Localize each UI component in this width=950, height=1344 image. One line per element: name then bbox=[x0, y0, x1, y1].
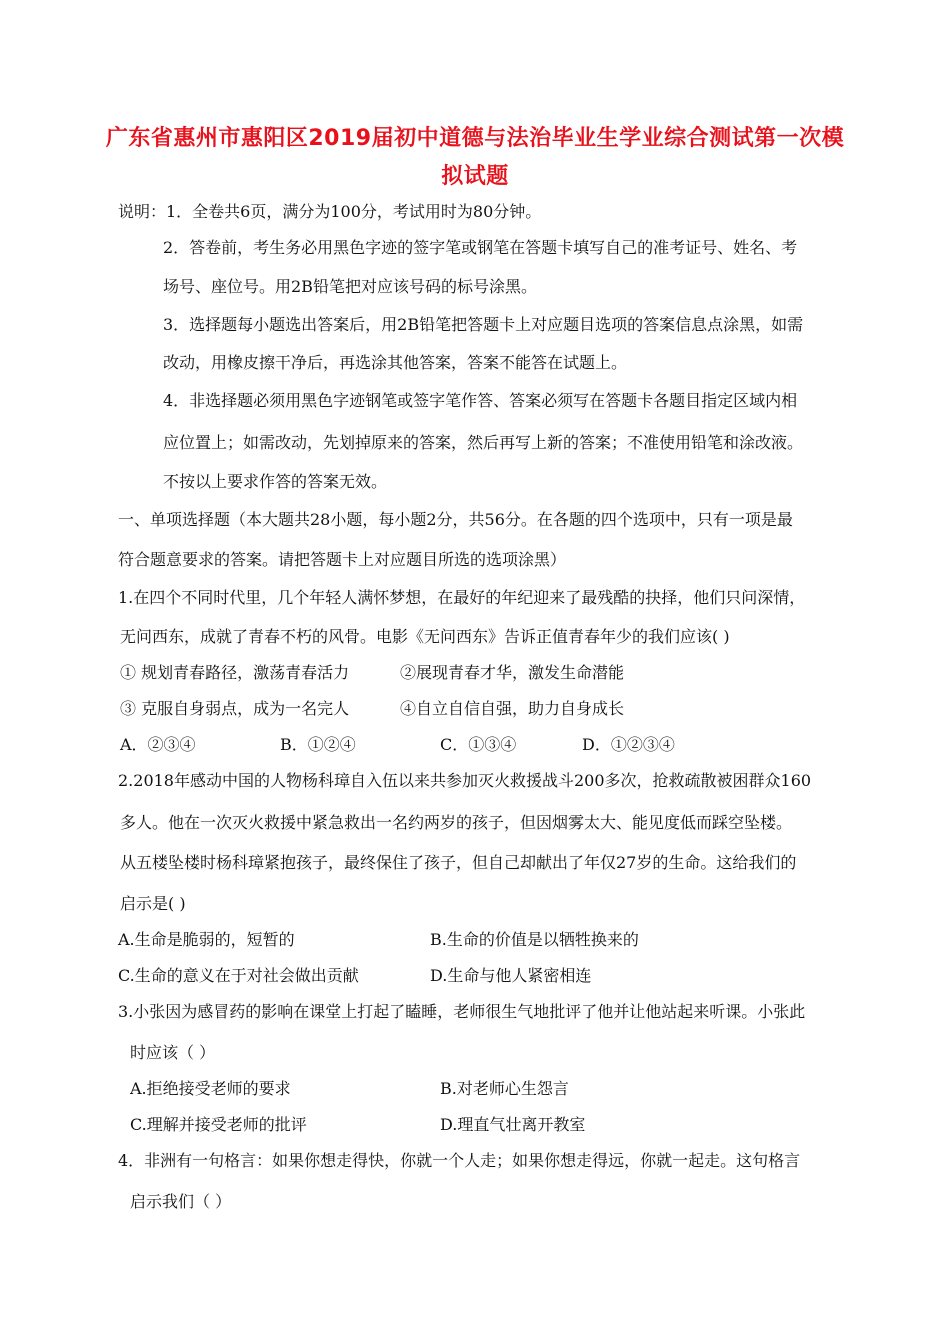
section-heading-line-1: 一、单项选择题（本大题共28小题，每小题2分，共56分。在各题的四个选项中，只有一项是最 bbox=[118, 510, 793, 529]
question-3-option-c: C.理解并接受老师的批评 bbox=[130, 1115, 307, 1134]
instruction-1: 说明：1．全卷共6页，满分为100分，考试用时为80分钟。 bbox=[118, 202, 542, 221]
question-3-stem-line-1: 3.小张因为感冒药的影响在课堂上打起了瞌睡，老师很生气地批评了他并让他站起来听课。小张此 bbox=[118, 1002, 806, 1021]
question-3-stem-line-2: 时应该（ ） bbox=[130, 1043, 216, 1062]
question-1-statement-1: ① 规划青春路径，激荡青春活力 bbox=[120, 663, 350, 682]
question-1-option-a: A．②③④ bbox=[120, 735, 196, 754]
question-3-option-d: D.理直气壮离开教室 bbox=[440, 1115, 586, 1134]
instruction-4-line-2: 应位置上；如需改动，先划掉原来的答案，然后再写上新的答案；不准使用铅笔和涂改液。 bbox=[163, 433, 804, 452]
question-2-stem-line-1: 2.2018年感动中国的人物杨科璋自入伍以来共参加灭火救援战斗200多次，抢救疏散被困群众160 bbox=[118, 771, 812, 790]
instruction-4-line-3: 不按以上要求作答的答案无效。 bbox=[163, 472, 388, 491]
section-heading-line-2: 符合题意要求的答案。请把答题卡上对应题目所选的选项涂黑） bbox=[118, 550, 567, 569]
exam-title-line-1: 广东省惠州市惠阳区2019届初中道德与法治毕业生学业综合测试第一次模 bbox=[105, 126, 845, 151]
question-1-statement-4: ④自立自信自强，助力自身成长 bbox=[400, 699, 625, 718]
question-4-stem-line-2: 启示我们（ ） bbox=[130, 1192, 232, 1211]
question-2-stem-line-2: 多人。他在一次灭火救援中紧急救出一名约两岁的孩子，但因烟雾太大、能见度低而踩空坠楼。 bbox=[120, 813, 793, 832]
instruction-3-line-2: 改动，用橡皮擦干净后，再选涂其他答案，答案不能答在试题上。 bbox=[163, 353, 628, 372]
question-2-stem-line-3: 从五楼坠楼时杨科璋紧抱孩子，最终保住了孩子，但自己却献出了年仅27岁的生命。这给我们的 bbox=[120, 853, 797, 872]
question-1-stem-line-1: 1.在四个不同时代里，几个年轻人满怀梦想，在最好的年纪迎来了最残酷的抉择，他们只问深情， bbox=[118, 588, 806, 607]
question-1-option-d: D．①②③④ bbox=[582, 735, 675, 754]
question-1-option-c: C．①③④ bbox=[440, 735, 517, 754]
question-2-option-d: D.生命与他人紧密相连 bbox=[430, 966, 592, 985]
question-3-option-a: A.拒绝接受老师的要求 bbox=[130, 1079, 291, 1098]
question-1-stem-line-2: 无问西东，成就了青春不朽的风骨。电影《无问西东》告诉正值青春年少的我们应该( ) bbox=[120, 627, 730, 646]
question-2-stem-line-4: 启示是( ) bbox=[120, 894, 186, 913]
question-2-option-c: C.生命的意义在于对社会做出贡献 bbox=[118, 966, 359, 985]
question-2-option-b: B.生命的价值是以牺牲换来的 bbox=[430, 930, 639, 949]
instruction-2-line-2: 场号、座位号。用2B铅笔把对应该号码的标号涂黑。 bbox=[163, 277, 537, 296]
question-2-option-a: A.生命是脆弱的，短暂的 bbox=[118, 930, 295, 949]
question-1-option-b: B．①②④ bbox=[280, 735, 356, 754]
question-3-option-b: B.对老师心生怨言 bbox=[440, 1079, 569, 1098]
instruction-4-line-1: 4．非选择题必须用黑色字迹钢笔或签字笔作答、答案必须写在答题卡各题目指定区域内相 bbox=[163, 391, 798, 410]
exam-title-line-2: 拟试题 bbox=[441, 164, 509, 189]
question-1-statement-2: ②展现青春才华，激发生命潜能 bbox=[400, 663, 625, 682]
instruction-2-line-1: 2．答卷前，考生务必用黑色字迹的签字笔或钢笔在答题卡填写自己的准考证号、姓名、考 bbox=[163, 238, 798, 257]
question-4-stem-line-1: 4．非洲有一句格言：如果你想走得快，你就一个人走；如果你想走得远，你就一起走。这句格言 bbox=[118, 1151, 801, 1170]
question-1-statement-3: ③ 克服自身弱点，成为一名完人 bbox=[120, 699, 350, 718]
instruction-3-line-1: 3．选择题每小题选出答案后，用2B铅笔把答题卡上对应题目选项的答案信息点涂黑，如需 bbox=[163, 315, 804, 334]
